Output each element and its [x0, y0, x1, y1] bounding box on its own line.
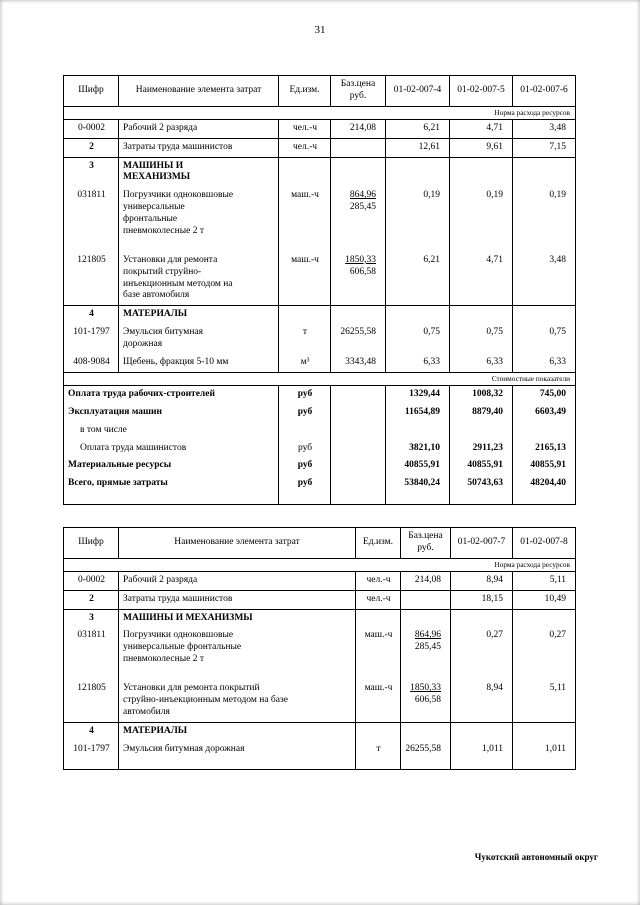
table-cell: [450, 306, 513, 324]
table-cell: руб: [279, 385, 331, 403]
table-cell: 1,011: [451, 741, 513, 770]
table-cell: 1329,44: [386, 385, 450, 403]
table-row: [64, 457, 576, 475]
table-cell: [513, 422, 576, 440]
table-cell: 53840,24: [386, 475, 450, 504]
table-cell: 3,48: [513, 252, 576, 306]
table-cell: 031811: [64, 627, 119, 680]
table-cell: 9,61: [450, 138, 513, 157]
table-cell: 2: [64, 590, 119, 609]
table-cell: 1,011: [513, 741, 576, 770]
table-cell: [331, 385, 386, 403]
table-cell: [451, 609, 513, 627]
table-row: [64, 157, 576, 187]
header-cell: 01-02-007-6: [513, 76, 576, 107]
table-row: [64, 741, 576, 770]
table-cell: 26255,58: [331, 324, 386, 354]
table-cell: Рабочий 2 разряда: [119, 119, 279, 138]
table-cell: 1850,33 606,58: [331, 252, 386, 306]
table-cell: 6603,49: [513, 404, 576, 422]
table-row: [64, 440, 576, 458]
table-cell: т: [279, 324, 331, 354]
estimate-table-1: [63, 75, 576, 505]
table-cell: МАТЕРИАЛЫ: [119, 306, 279, 324]
table-cell: руб: [279, 404, 331, 422]
table-cell: 7,15: [513, 138, 576, 157]
table-cell: 48204,40: [513, 475, 576, 504]
table-cell: маш.-ч: [356, 627, 401, 680]
table-cell: Эмульсия битумная дорожная: [119, 741, 356, 770]
table-cell: 214,08: [331, 119, 386, 138]
table-cell: [331, 404, 386, 422]
table-cell: маш.-ч: [279, 187, 331, 252]
table-cell: 1850,33 606,58: [401, 680, 451, 722]
table-row: [64, 252, 576, 306]
table-cell: Установки для ремонта покрытий струйно-инъекционным методом на базе автомобиля: [119, 680, 356, 722]
table-cell: 12,61: [386, 138, 450, 157]
table-cell: 3: [64, 157, 119, 187]
table-row: [64, 571, 576, 590]
table-cell: 2: [64, 138, 119, 157]
table-row: [64, 385, 576, 403]
table-cell: [386, 157, 450, 187]
table-cell: [451, 722, 513, 740]
table-cell: МАШИНЫ И МЕХАНИЗМЫ: [119, 157, 279, 187]
table-cell: [386, 306, 450, 324]
table-cell: 0,19: [386, 187, 450, 252]
table-cell: маш.-ч: [356, 680, 401, 722]
table-cell: 8,94: [451, 680, 513, 722]
section-label: Норма расхода ресурсов: [64, 558, 576, 571]
table-cell: [331, 306, 386, 324]
table-cell: МАТЕРИАЛЫ: [119, 722, 356, 740]
table-row: [64, 138, 576, 157]
table-cell: [513, 609, 576, 627]
page-number: 31: [314, 24, 326, 36]
table-cell: 121805: [64, 252, 119, 306]
table-cell: 6,33: [450, 354, 513, 372]
table-cell: Оплата труда рабочих-строителей: [64, 385, 279, 403]
section-label: Норма расхода ресурсов: [64, 106, 576, 119]
table-cell: Погрузчики одноковшовые универсальные фронтальные пневмоколесные 2 т: [119, 627, 356, 680]
table-cell: 031811: [64, 187, 119, 252]
table-cell: 214,08: [401, 571, 451, 590]
table-cell: Рабочий 2 разряда: [119, 571, 356, 590]
header-cell: Ед.изм.: [279, 76, 331, 107]
table-cell: 4: [64, 306, 119, 324]
table-cell: 6,21: [386, 119, 450, 138]
header-cell: Шифр: [64, 528, 119, 559]
header-cell: Баз.цена руб.: [401, 528, 451, 559]
table-cell: Затраты труда машинистов: [119, 590, 356, 609]
table-cell: [331, 457, 386, 475]
table-cell: [331, 440, 386, 458]
table-cell: [513, 722, 576, 740]
table-cell: 745,00: [513, 385, 576, 403]
table-cell: [279, 157, 331, 187]
header-cell: Шифр: [64, 76, 119, 107]
table-cell: Оплата труда машинистов: [64, 440, 279, 458]
table-cell: 101-1797: [64, 324, 119, 354]
table-row: [64, 306, 576, 324]
table-row: [64, 475, 576, 504]
section-subheader-row: [64, 106, 576, 119]
table-cell: т: [356, 741, 401, 770]
table-row: [64, 722, 576, 740]
table-cell: Щебень, фракция 5-10 мм: [119, 354, 279, 372]
section-subheader-row: [64, 372, 576, 385]
table-cell: 11654,89: [386, 404, 450, 422]
table-cell: руб: [279, 457, 331, 475]
table-cell: 18,15: [451, 590, 513, 609]
table-cell: [331, 138, 386, 157]
table-row: [64, 590, 576, 609]
header-cell: 01-02-007-7: [451, 528, 513, 559]
table-cell: [450, 157, 513, 187]
table-cell: 3: [64, 609, 119, 627]
table-cell: 40855,91: [386, 457, 450, 475]
table-cell: 3343,48: [331, 354, 386, 372]
table-cell: Материальные ресурсы: [64, 457, 279, 475]
table-cell: 0,75: [450, 324, 513, 354]
table-cell: Всего, прямые затраты: [64, 475, 279, 504]
table-row: [64, 324, 576, 354]
table-cell: чел.-ч: [356, 590, 401, 609]
table-cell: [331, 475, 386, 504]
table-cell: Эксплуатация машин: [64, 404, 279, 422]
table-cell: 0,19: [513, 187, 576, 252]
table-cell: 0,27: [513, 627, 576, 680]
table-cell: 864,96 285,45: [331, 187, 386, 252]
table-cell: 6,33: [513, 354, 576, 372]
table-cell: 8,94: [451, 571, 513, 590]
estimate-table-2: [63, 527, 576, 770]
table-cell: 50743,63: [450, 475, 513, 504]
section-subheader-row: [64, 558, 576, 571]
table-cell: 6,33: [386, 354, 450, 372]
table-cell: 0,27: [451, 627, 513, 680]
table-cell: руб: [279, 440, 331, 458]
table-header-row: [64, 528, 576, 559]
table-cell: [331, 422, 386, 440]
header-cell: Ед.изм.: [356, 528, 401, 559]
table-cell: [513, 157, 576, 187]
header-cell: 01-02-007-5: [450, 76, 513, 107]
header-cell: Наименование элемента затрат: [119, 76, 279, 107]
table-cell: 4,71: [450, 252, 513, 306]
table-cell: 40855,91: [450, 457, 513, 475]
header-cell: Баз.цена руб.: [331, 76, 386, 107]
table-cell: в том числе: [64, 422, 279, 440]
table-cell: чел.-ч: [279, 138, 331, 157]
table-cell: 121805: [64, 680, 119, 722]
table-cell: 3,48: [513, 119, 576, 138]
table-cell: [331, 157, 386, 187]
table-cell: [279, 306, 331, 324]
table-cell: [513, 306, 576, 324]
table-cell: 26255,58: [401, 741, 451, 770]
table-cell: руб: [279, 475, 331, 504]
table-cell: 0,75: [513, 324, 576, 354]
table-cell: Эмульсия битумная дорожная: [119, 324, 279, 354]
table-cell: 40855,91: [513, 457, 576, 475]
table-cell: [386, 422, 450, 440]
table-row: [64, 354, 576, 372]
section-label: Стоимостные показатели: [64, 372, 576, 385]
table-cell: 0-0002: [64, 119, 119, 138]
table-cell: чел.-ч: [279, 119, 331, 138]
table-cell: Затраты труда машинистов: [119, 138, 279, 157]
header-cell: 01-02-007-4: [386, 76, 450, 107]
table-cell: [356, 609, 401, 627]
table-row: [64, 609, 576, 627]
table-row: [64, 627, 576, 680]
table-cell: МАШИНЫ И МЕХАНИЗМЫ: [119, 609, 356, 627]
table-cell: 0-0002: [64, 571, 119, 590]
region-footer-label: Чукотский автономный округ: [474, 852, 598, 862]
table-cell: 5,11: [513, 680, 576, 722]
table-cell: 3821,10: [386, 440, 450, 458]
table-cell: маш.-ч: [279, 252, 331, 306]
table-cell: 101-1797: [64, 741, 119, 770]
table-row: [64, 404, 576, 422]
table-cell: [279, 422, 331, 440]
table-row: [64, 680, 576, 722]
header-cell: 01-02-007-8: [513, 528, 576, 559]
table-cell: 4,71: [450, 119, 513, 138]
table-cell: 8879,40: [450, 404, 513, 422]
table-cell: [401, 609, 451, 627]
table-cell: Погрузчики одноковшовые универсальные фронтальные пневмоколесные 2 т: [119, 187, 279, 252]
table-cell: чел.-ч: [356, 571, 401, 590]
table-cell: [401, 722, 451, 740]
table-cell: 5,11: [513, 571, 576, 590]
table-cell: 408-9084: [64, 354, 119, 372]
table-cell: 864,96 285,45: [401, 627, 451, 680]
table-cell: 10,49: [513, 590, 576, 609]
table-cell: [401, 590, 451, 609]
table-cell: 6,21: [386, 252, 450, 306]
table-cell: 0,75: [386, 324, 450, 354]
estimate-table-region-1: [63, 75, 576, 505]
table-cell: м³: [279, 354, 331, 372]
table-cell: 0,19: [450, 187, 513, 252]
table-cell: 2911,23: [450, 440, 513, 458]
table-row: [64, 422, 576, 440]
table-header-row: [64, 76, 576, 107]
table-cell: [450, 422, 513, 440]
estimate-table-region-2: [63, 527, 576, 770]
table-cell: 2165,13: [513, 440, 576, 458]
table-cell: [356, 722, 401, 740]
table-row: [64, 187, 576, 252]
header-cell: Наименование элемента затрат: [119, 528, 356, 559]
table-cell: 4: [64, 722, 119, 740]
table-cell: Установки для ремонта покрытий струйно- инъекционным методом на базе автомобиля: [119, 252, 279, 306]
table-row: [64, 119, 576, 138]
table-cell: 1008,32: [450, 385, 513, 403]
